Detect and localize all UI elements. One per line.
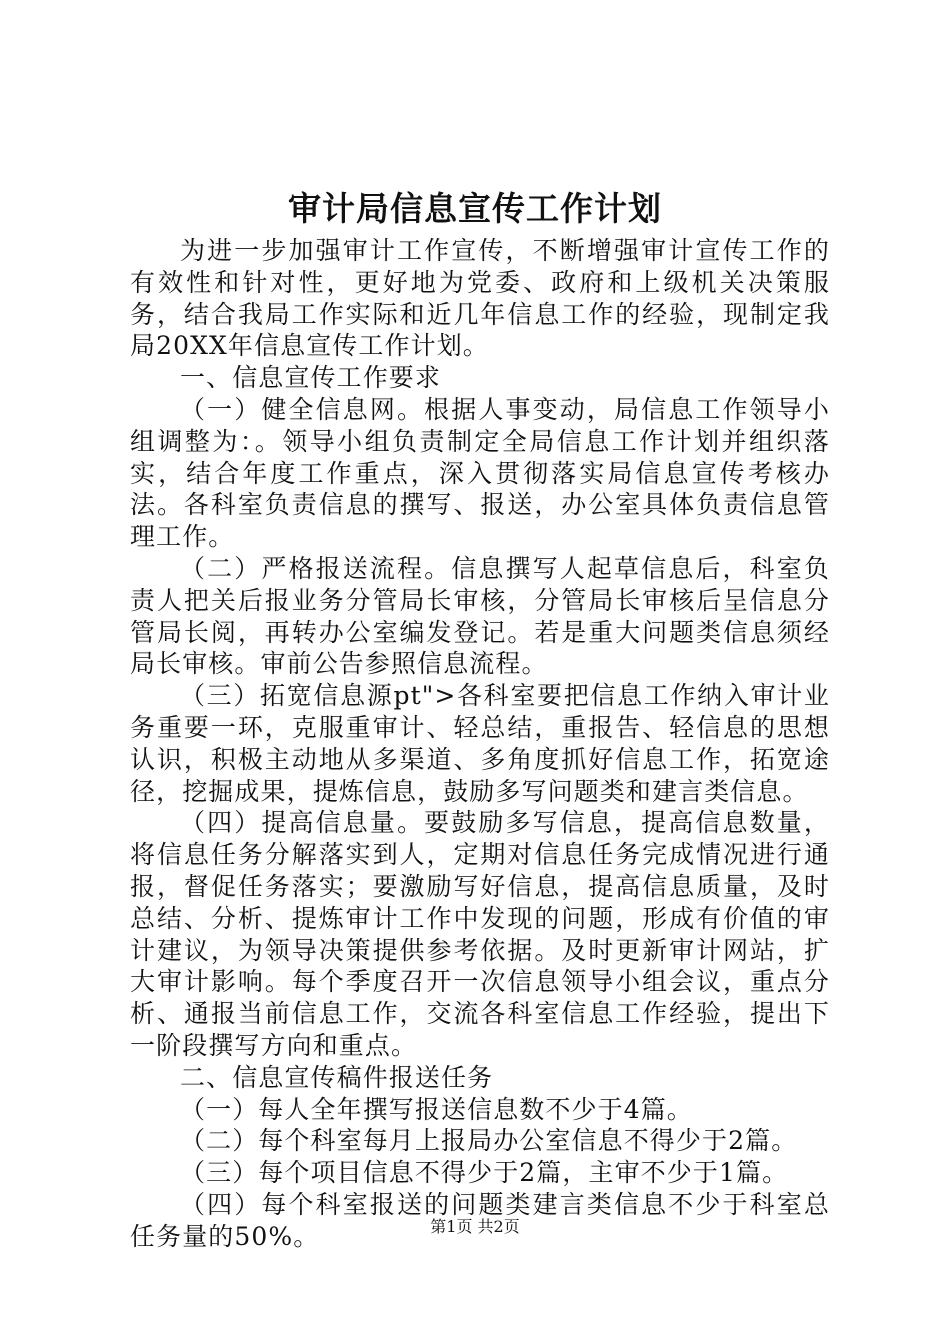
- task-item-1: （一）每人全年撰写报送信息数不少于4篇。: [180, 1094, 693, 1124]
- page-footer: 第1页 共2页: [430, 1217, 520, 1236]
- paragraph-info-sources: （三）拓宽信息源pt">各科室要把信息工作纳入审计业务重要一环，克服重审计、轻总结，重报告、轻信息的思想认识，积极主动地从多渠道、多角度抓好信息工作，拓宽途径，挖掘成果，提炼信息，鼓励多写问题类和建言类信息。: [130, 681, 830, 806]
- document-title: 审计局信息宣传工作计划: [288, 189, 662, 228]
- section-heading-tasks: 二、信息宣传稿件报送任务: [180, 1062, 494, 1092]
- paragraph-reporting-process: （二）严格报送流程。信息撰写人起草信息后，科室负责人把关后报业务分管局长审核，分管局长审核后呈信息分管局长阅，再转办公室编发登记。若是重大问题类信息须经局长审核。审前公告参照信息流程。: [130, 553, 830, 679]
- paragraph-info-network: （一）健全信息网。根据人事变动，局信息工作领导小组调整为：。领导小组负责制定全局信息工作计划并组织落实，结合年度工作重点，深入贯彻落实局信息宣传考核办法。各科室负责信息的撰写、报送，办公室具体负责信息管理工作。: [130, 394, 830, 552]
- task-item-3: （三）每个项目信息不得少于2篇，主审不少于1篇。: [180, 1158, 789, 1188]
- intro-paragraph: 为进一步加强审计工作宣传，不断增强审计宣传工作的有效性和针对性，更好地为党委、政府和上级机关决策服务，结合我局工作实际和近几年信息工作的经验，现制定我局20XX年信息宣传工作计划。: [130, 236, 830, 361]
- task-item-2: （二）每个科室每月上报局办公室信息不得少于2篇。: [180, 1126, 798, 1156]
- task-item-4: （四）每个科室报送的问题类建言类信息不少于科室总任务量的50%。: [130, 1189, 830, 1251]
- document-body: [130, 235, 830, 1253]
- paragraph-info-volume: （四）提高信息量。要鼓励多写信息，提高信息数量，将信息任务分解落实到人，定期对信息任务完成情况进行通报，督促任务落实；要激励写好信息，提高信息质量，及时总结、分析、提炼审计工作中发现的问题，形成有价值的审计建议，为领导决策提供参考依据。及时更新审计网站，扩大审计影响。每个季度召开一次信息领导小组会议，重点分析、通报当前信息工作，交流各科室信息工作经验，提出下一阶段撰写方向和重点。: [130, 808, 830, 1060]
- section-heading-requirements: 一、信息宣传工作要求: [180, 363, 442, 393]
